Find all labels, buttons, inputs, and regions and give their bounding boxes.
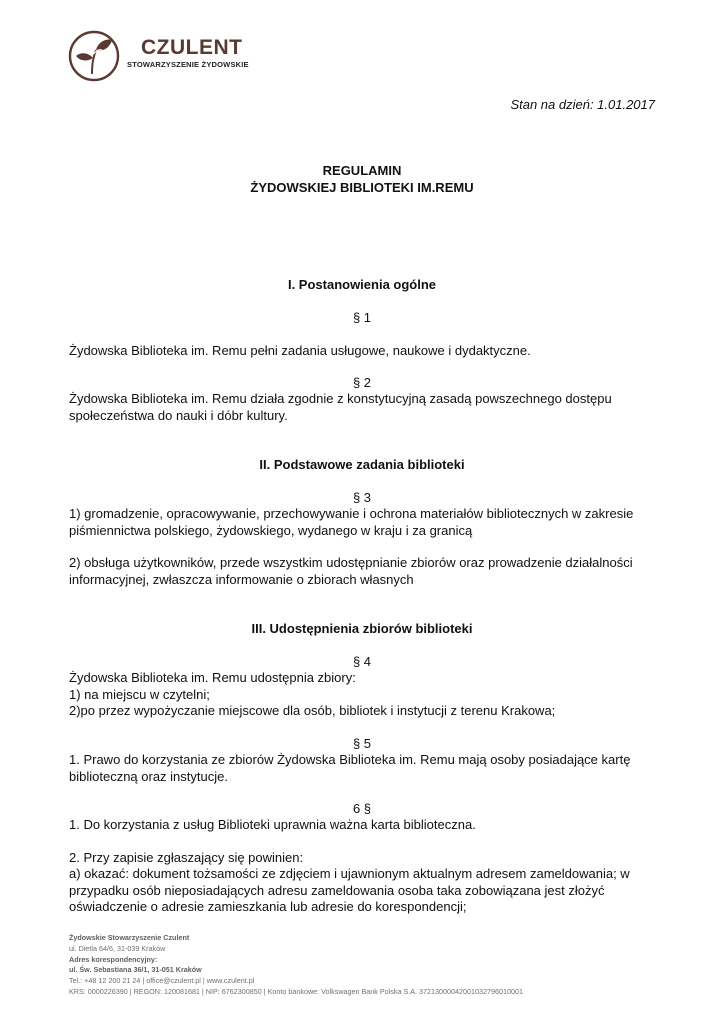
paragraph-number-6: 6 § — [352, 801, 372, 816]
footer-contact: Tel.: +48 12 200 21 24 | office@czulent.pl | www.czulent.pl — [69, 976, 255, 986]
paragraph-4-line3: 2)po przez wypożyczanie miejscowe dla osób, bibliotek i instytucji z terenu Krakowa; — [69, 703, 556, 718]
paragraph-number-1: § 1 — [352, 310, 372, 325]
logo-subtitle: STOWARZYSZENIE ŻYDOWSKIE — [127, 60, 249, 69]
paragraph-6-text1: 1. Do korzystania z usług Biblioteki uprawnia ważna karta biblioteczna. — [69, 817, 476, 832]
section-heading-1: I. Postanowienia ogólne — [287, 277, 437, 292]
paragraph-5-text: 1. Prawo do korzystania ze zbiorów Żydowska Biblioteka im. Remu mają osoby posiadające kartę biblioteczną oraz instytucje. — [69, 752, 631, 784]
paragraph-6-text2-line2: a) okazać: dokument tożsamości ze zdjęciem i ujawnionym aktualnym adresem zameldowania; w przypadku osób nieposiadających adresu zameldowania osoba taka zobowiązana jest złożyć oświadczenie o adresie zamieszkania lub adresie do korespondencji; — [69, 866, 630, 914]
list-item-1: 1) gromadzenie, opracowywanie, przechowywanie i ochrona materiałów bibliotecznych w zakresie piśmiennictwa polskiego, żydowskiego, wydanego w kraju i za granicą — [69, 506, 634, 538]
paragraph-number-5: § 5 — [352, 736, 372, 751]
section-heading-2: II. Podstawowe zadania biblioteki — [259, 457, 465, 472]
footer — [69, 933, 669, 998]
logo-name: CZULENT — [141, 36, 243, 59]
logo — [68, 30, 268, 82]
czulent-leaf-logo-icon — [68, 30, 122, 82]
paragraph-number-3: § 3 — [352, 490, 372, 505]
footer-corr-address: ul. Św. Sebastiana 36/1, 31-051 Kraków — [69, 965, 202, 975]
paragraph-2-text: Żydowska Biblioteka im. Remu działa zgodnie z konstytucyjną zasadą powszechnego dostępu społeczeństwa do nauki i dóbr kultury. — [69, 391, 612, 423]
footer-corr-label: Adres korespondencyjny: — [69, 954, 158, 964]
paragraph-4-line2: 1) na miejscu w czytelni; — [69, 687, 210, 702]
document-title-line1: REGULAMIN — [322, 163, 402, 178]
footer-org: Żydowskie Stowarzyszenie Czulent — [69, 933, 190, 942]
status-date: Stan na dzień: 1.01.2017 — [510, 97, 655, 112]
paragraph-4-line1: Żydowska Biblioteka im. Remu udostępnia zbiory: — [69, 670, 356, 685]
footer-address: ul. Dietla 64/6, 31-039 Kraków — [69, 943, 166, 953]
list-item-2: 2) obsługa użytkowników, przede wszystkim udostępnianie zbiorów oraz prowadzenie działalności informacyjnej, zwłaszcza informowanie o zbiorach własnych — [69, 555, 633, 587]
paragraph-6-text2-line1: 2. Przy zapisie zgłaszający się powinien: — [69, 850, 304, 865]
document-title-line2: ŻYDOWSKIEJ BIBLIOTEKI IM.REMU — [250, 180, 474, 195]
footer-registry: KRS: 0000226390 | REGON: 120081681 | NIP: 6762300850 | Konto bankowe: Volkswagen Bank Polska S.A. 37213000042001032796010001 — [69, 986, 523, 996]
section-heading-3: III. Udostępnienia zbiorów biblioteki — [251, 621, 473, 636]
paragraph-number-4: § 4 — [352, 654, 372, 669]
paragraph-1-text: Żydowska Biblioteka im. Remu pełni zadania usługowe, naukowe i dydaktyczne. — [69, 343, 531, 358]
paragraph-number-2: § 2 — [352, 375, 372, 390]
